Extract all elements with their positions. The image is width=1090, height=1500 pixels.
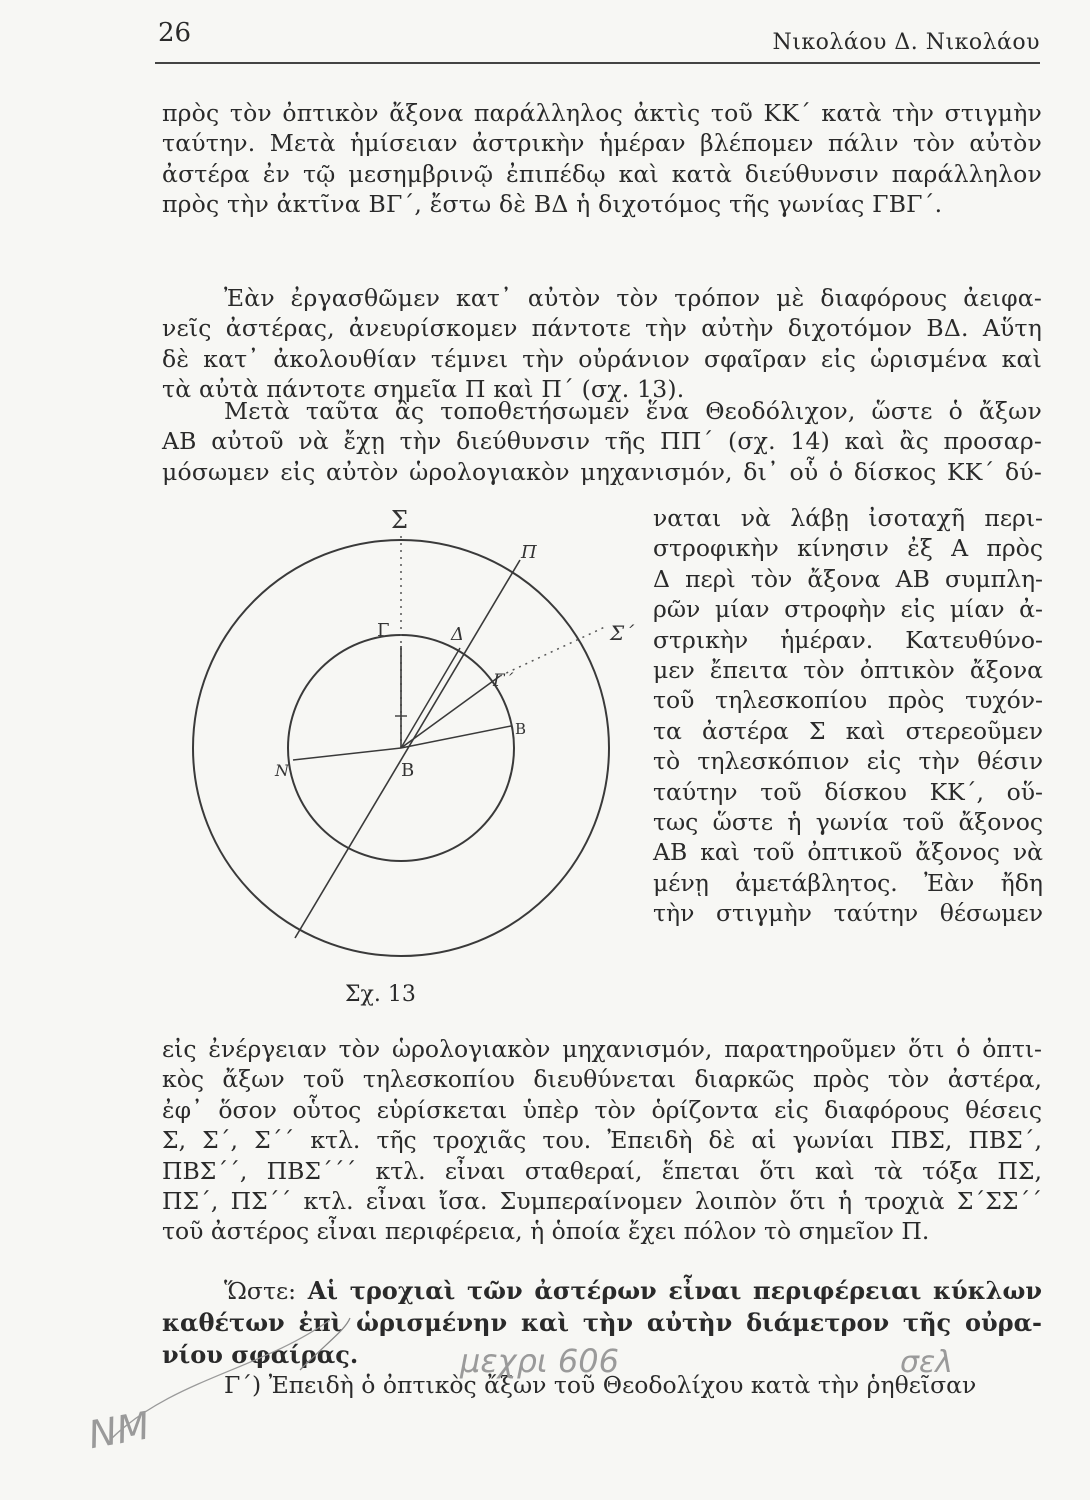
text-line: ταύτην. Μετὰ ἡμίσειαν ἀστρικὴν ἡμέραν βλέπομεν πάλιν τὸν αὐτὸν — [162, 129, 1042, 158]
label-gamma-prime: Γ΄ — [493, 671, 514, 691]
text-line: τα ἀστέρα Σ καὶ στερεοῦμεν — [653, 716, 1043, 745]
text-line: μόσωμεν εἰς αὐτὸν ὡρολογιακὸν μηχανισμόν, δι᾽ οὗ ὁ δίσκος ΚΚ΄ δύ- — [162, 457, 1042, 486]
text-line: κὸς ἄξων τοῦ τηλεσκοπίου διευθύνεται διαρκῶς πρὸς τὸν ἀστέρα, — [162, 1065, 1042, 1094]
label-b-right: Β — [515, 720, 527, 738]
text-line: τως ὥστε ἡ γωνία τοῦ ἄξονος — [653, 808, 1043, 837]
handwriting-margin: NM — [85, 1403, 154, 1458]
text-line: στρικὴν ἡμέραν. Κατευθύνο- — [653, 625, 1043, 654]
label-delta: Δ — [451, 624, 464, 645]
text-line: ΠΣ΄, ΠΣ΄΄ κτλ. εἶναι ἴσα. Συμπεραίνομεν λοιπὸν ὅτι ἡ τροχιὰ Σ΄ΣΣ΄΄ — [162, 1187, 1042, 1216]
conclusion-bold: Αἱ τροχιαὶ τῶν ἀστέρων εἶναι περιφέρειαι κύκλων — [296, 1276, 1042, 1305]
text-line: δὲ κατ᾽ ἀκολουθίαν τέμνει τὴν οὐράνιον σφαῖραν εἰς ὡρισμένα καὶ — [162, 344, 1042, 373]
text-line: τὴν στιγμὴν ταύτην θέσωμεν — [653, 899, 1043, 928]
text-line: νεῖς ἀστέρας, ἀνευρίσκομεν πάντοτε τὴν αὐτὴν διχοτόμον ΒΔ. Αὕτη — [162, 314, 1042, 343]
text-line: Ἐὰν ἐργασθῶμεν κατ᾽ αὐτὸν τὸν τρόπον μὲ διαφόρους ἀειφα- — [224, 284, 1042, 312]
text-line: ταύτην τοῦ δίσκου ΚΚ΄, οὕ- — [653, 777, 1043, 806]
conclusion-lead: Ὥστε: — [224, 1277, 297, 1305]
label-n-left: Ν — [275, 761, 289, 780]
label-b-center: Β — [401, 760, 415, 781]
label-pi: Π — [521, 542, 537, 563]
text-line: πρὸς τὴν ἀκτῖνα ΒΓ΄, ἔστω δὲ ΒΔ ἡ διχοτόμος τῆς γωνίας ΓΒΓ΄. — [162, 190, 943, 219]
handwriting-right: σελ — [900, 1345, 953, 1380]
text-line: τοῦ τηλεσκοπίου πρὸς τυχόν- — [653, 686, 1043, 715]
text-line: Δ περὶ τὸν ἄξονα ΑΒ συμπλη- — [653, 564, 1043, 593]
figure-caption: Σχ. 13 — [345, 982, 416, 1007]
text-line: τὸ τηλεσκόπιον εἰς τὴν θέσιν — [653, 747, 1043, 776]
text-line: τὰ αὐτὰ πάντοτε σημεῖα Π καὶ Π΄ (σχ. 13). — [162, 375, 685, 404]
text-line: νίου σφαίρας. — [162, 1340, 359, 1369]
text-line: πρὸς τὸν ὀπτικὸν ἄξονα παράλληλος ἀκτὶς τοῦ ΚΚ΄ κατὰ τὴν στιγμὴν — [162, 99, 1042, 127]
text-line: τοῦ ἀστέρος εἶναι περιφέρεια, ἡ ὁποία ἔχει πόλον τὸ σημεῖον Π. — [162, 1217, 930, 1246]
handwriting-mid: μεχρι 606 — [460, 1342, 619, 1380]
text-line: Σ, Σ΄, Σ΄΄ κτλ. τῆς τροχιᾶς του. Ἐπειδὴ δὲ αἱ γωνίαι ΠΒΣ, ΠΒΣ΄, — [162, 1126, 1042, 1155]
text-line: στροφικὴν κίνησιν ἐξ Α πρὸς — [653, 534, 1043, 563]
text-line: καθέτων ἐπὶ ὡρισμένην καὶ τὴν αὐτὴν διάμετρον τῆς οὐρα- — [162, 1308, 1042, 1337]
text-line: ρῶν μίαν στροφὴν εἰς μίαν ἀ- — [653, 595, 1043, 624]
label-sigma-prime: Σ΄ — [610, 621, 635, 645]
text-line: μένῃ ἀμετάβλητος. Ἐὰν ἤδη — [653, 868, 1043, 897]
text-line: εἰς ἐνέργειαν τὸν ὡρολογιακὸν μηχανισμόν, παρατηροῦμεν ὅτι ὁ ὀπτι- — [162, 1035, 1042, 1063]
text-line: ΠΒΣ΄΄, ΠΒΣ΄΄΄ κτλ. εἶναι σταθεραί, ἕπεται ὅτι καὶ τὰ τόξα ΠΣ, — [162, 1156, 1042, 1185]
text-line: Μετὰ ταῦτα ἂς τοποθετήσωμεν ἕνα Θεοδόλιχον, ὥστε ὁ ἄξων — [224, 397, 1042, 425]
text-line: ΑΒ αὐτοῦ νὰ ἔχῃ τὴν διεύθυνσιν τῆς ΠΠ΄ (σχ. 14) καὶ ἂς προσαρ- — [162, 427, 1042, 456]
text-line: ἀστέρα ἐν τῷ μεσημβρινῷ ἐπιπέδῳ καὶ κατὰ διεύθυνσιν παράλληλον — [162, 159, 1042, 188]
text-line: Γ΄) Ἐπειδὴ ὁ ὀπτικὸς ἄξων τοῦ Θεοδολίχου κατὰ τὴν ῥηθεῖσαν — [224, 1371, 977, 1399]
underline-stroke — [300, 1318, 350, 1370]
label-gamma: Γ — [377, 620, 390, 641]
running-head: Νικολάου Δ. Νικολάου — [772, 30, 1040, 55]
label-sigma: Σ — [391, 506, 408, 534]
text-line: ναται νὰ λάβῃ ἰσοταχῆ περι- — [653, 504, 1043, 532]
text-line: ἐφ᾽ ὅσον οὗτος εὑρίσκεται ὑπὲρ τὸν ὁρίζοντα εἰς διαφόρους θέσεις — [162, 1095, 1042, 1124]
page-number: 26 — [158, 18, 192, 48]
text-line: μεν ἔπειτα τὸν ὀπτικὸν ἄξονα — [653, 656, 1043, 685]
text-line: ΑΒ καὶ τοῦ ὀπτικοῦ ἄξονος νὰ — [653, 838, 1043, 867]
